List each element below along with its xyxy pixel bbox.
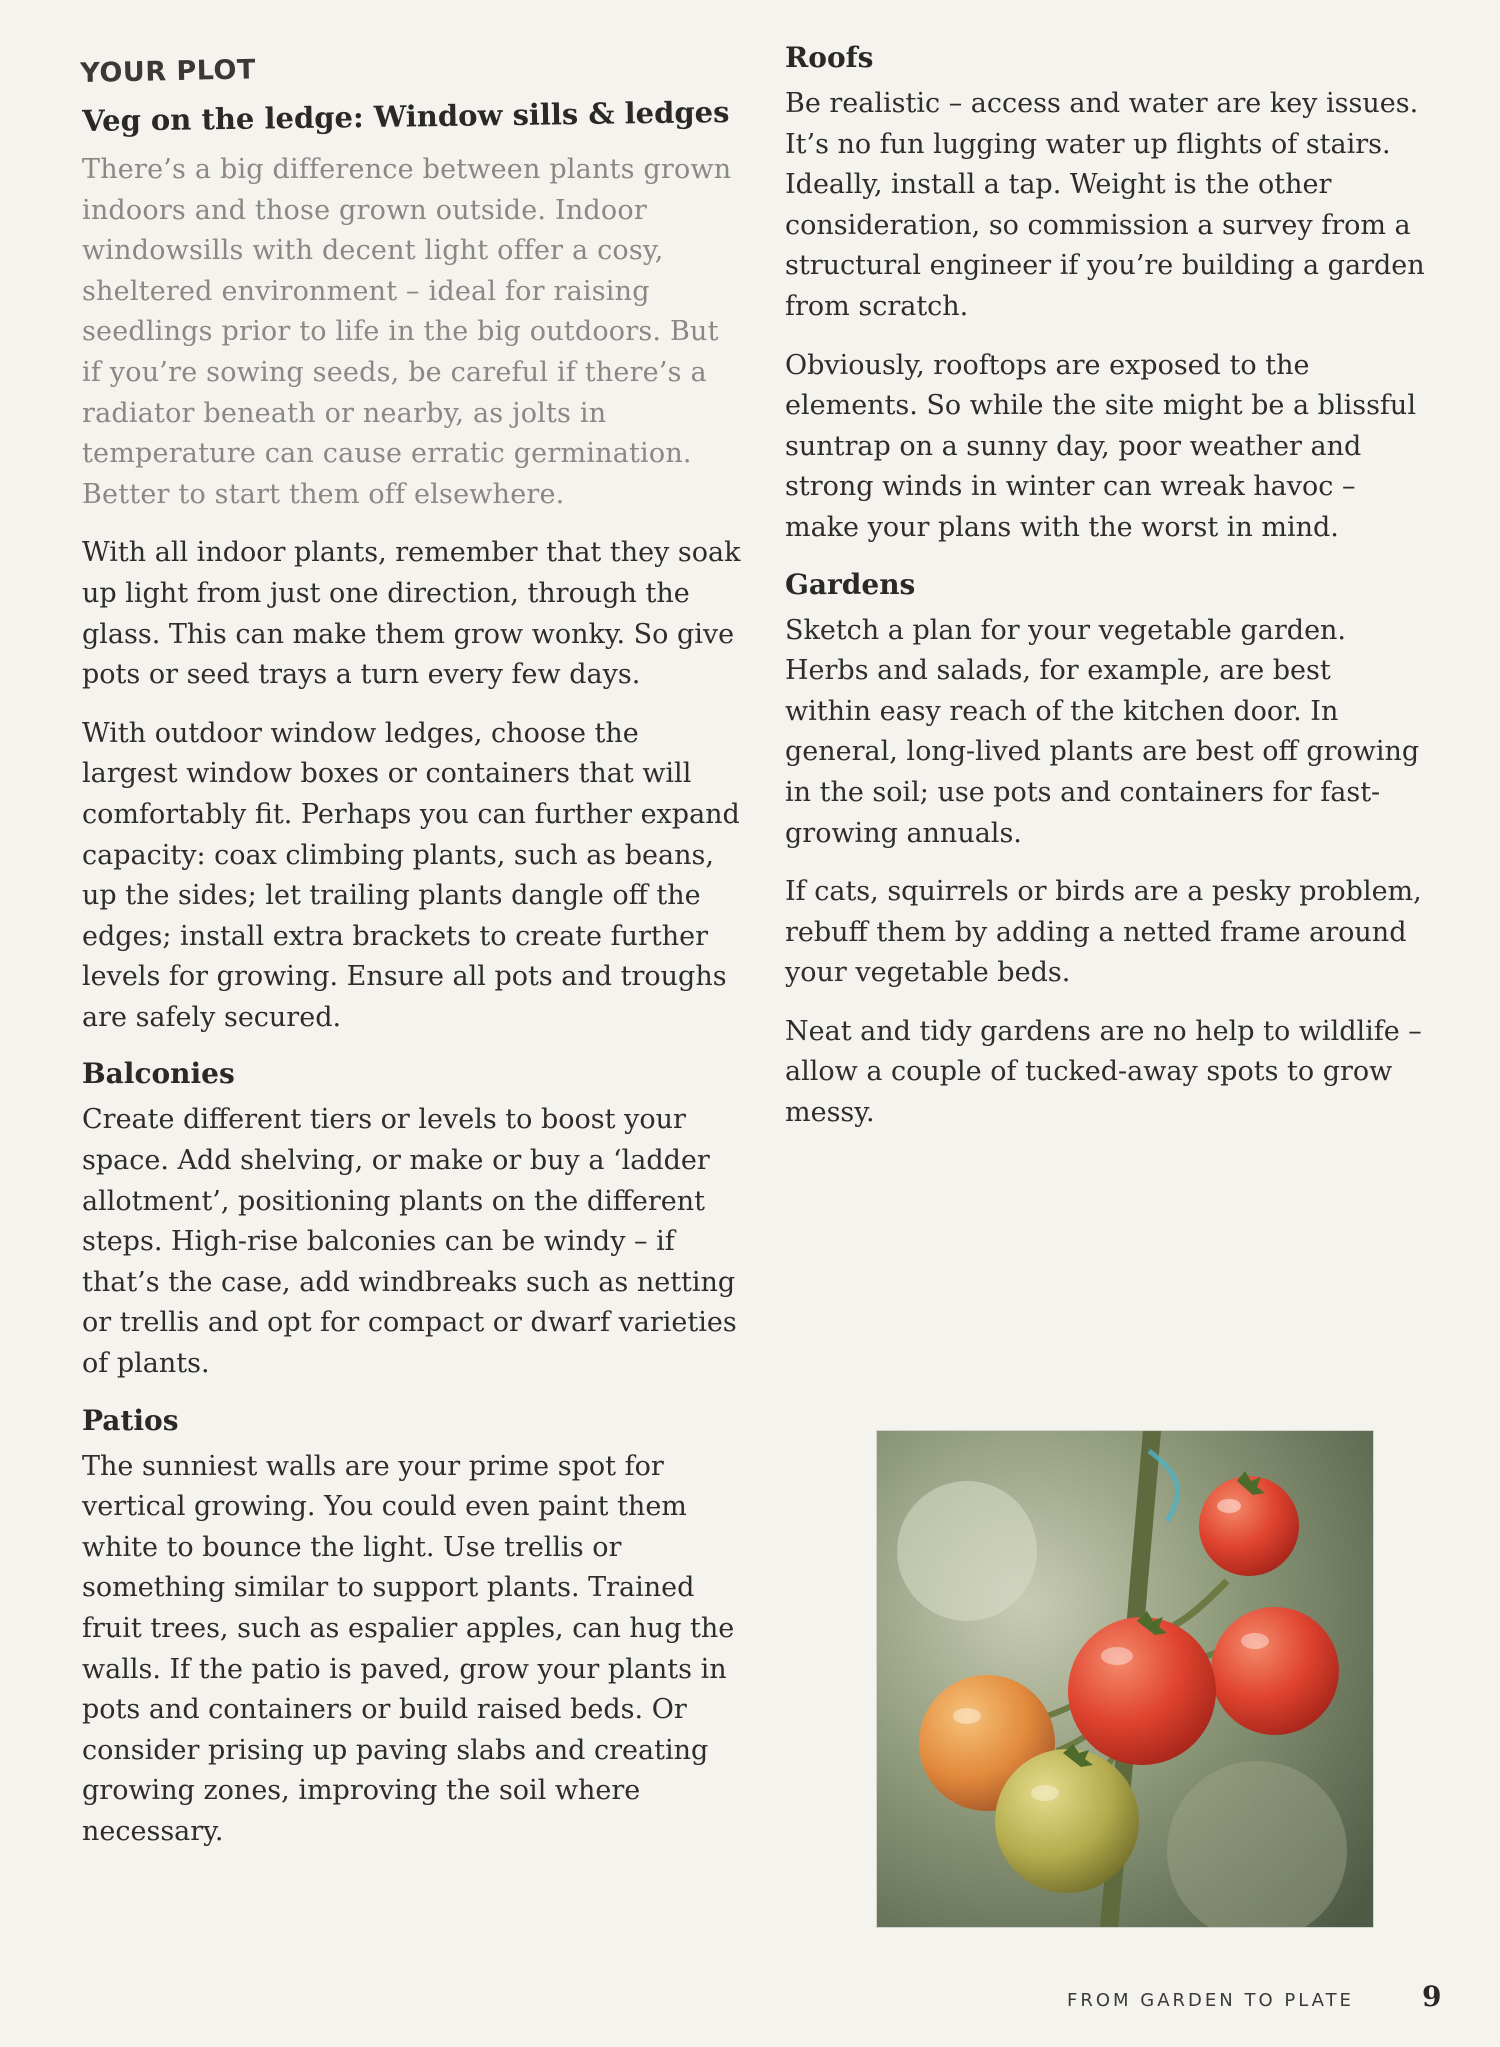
- heading-roofs: Roofs: [785, 41, 874, 74]
- heading-balconies: Balconies: [82, 1057, 235, 1091]
- paragraph-intro-3: With outdoor window ledges, choose the largest window boxes or containers that will comfortably fit. Perhaps you can further expand capacity: coax climbing plants, such as beans, up the sides; let trailing plants dangle off the edges; install extra brackets to create further levels for growing. Ensure all pots and troughs are safely secured.: [82, 717, 740, 1033]
- paragraph-intro-1: There’s a big difference between plants grown indoors and those grown outside. Indoor windowsills with decent light offer a cosy, sheltered environment – ideal for raising seedlings prior to life in the big outdoors. But if you’re sowing seeds, be careful if there’s a radiator beneath or nearby, as jolts in temperature can cause erratic germination. Better to start them off elsewhere.: [82, 154, 732, 510]
- left-column: [82, 94, 742, 1871]
- paragraph-gardens-3: Neat and tidy gardens are no help to wildlife – allow a couple of tucked-away spots to grow messy.: [785, 1015, 1422, 1129]
- paragraph-roofs-1: Be realistic – access and water are key issues. It’s no fun lugging water up flights of stairs. Ideally, install a tap. Weight is the other consideration, so commission a survey from a structural engineer if you’re building a garden from scratch.: [785, 88, 1425, 322]
- paragraph-balconies: Create different tiers or levels to boost your space. Add shelving, or make or buy a ‘ladder allotment’, positioning plants on the different steps. High-rise balconies can be windy – if that’s the case, add windbreaks such as netting or trellis and opt for compact or dwarf varieties of plants.: [82, 1104, 737, 1380]
- heading-gardens: Gardens: [785, 567, 916, 601]
- tomato-truss-icon: [877, 1431, 1373, 1927]
- paragraph-roofs-2: Obviously, rooftops are exposed to the elements. So while the site might be a blissful suntrap on a sunny day, poor weather and strong winds in winter can wreak havoc – make your plans with the worst in mind.: [785, 349, 1416, 543]
- running-footer-title: FROM GARDEN TO PLATE: [1067, 1990, 1354, 2011]
- paragraph-gardens-2: If cats, squirrels or birds are a pesky problem, rebuff them by adding a netted frame around your vegetable beds.: [785, 876, 1422, 989]
- section-label: YOUR PLOT: [80, 54, 257, 89]
- right-column: [785, 40, 1425, 1152]
- section-heading-window-sills: Veg on the ledge: Window sills & ledges: [82, 94, 730, 138]
- tomato-photo: [876, 1430, 1374, 1928]
- heading-patios: Patios: [82, 1403, 179, 1437]
- paragraph-patios: The sunniest walls are your prime spot for vertical growing. You could even paint them white to bounce the light. Use trellis or something similar to support plants. Trained fruit trees, such as espalier apples, can hug the walls. If the patio is paved, grow your plants in pots and containers or build raised beds. Or consider prising up paving slabs and creating growing zones, improving the soil where necessary.: [82, 1450, 735, 1847]
- paragraph-gardens-1: Sketch a plan for your vegetable garden. Herbs and salads, for example, are best within easy reach of the kitchen door. In general, long-lived plants are best off growing in the soil; use pots and containers for fast-growing annuals.: [785, 614, 1420, 849]
- page-number: 9: [1422, 1980, 1442, 2013]
- paragraph-intro-2: With all indoor plants, remember that they soak up light from just one direction, through the glass. This can make them grow wonky. So give pots or seed trays a turn every few days.: [82, 537, 741, 691]
